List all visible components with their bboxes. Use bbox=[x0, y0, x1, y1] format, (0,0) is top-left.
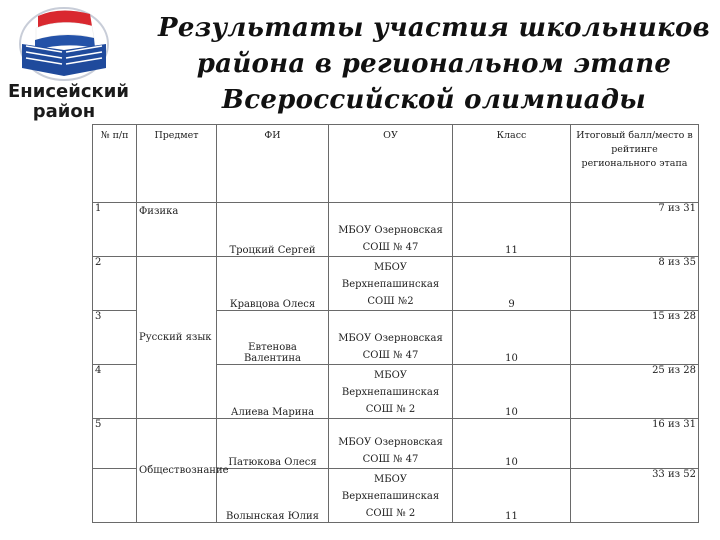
logo-text-line1: Енисейский bbox=[8, 81, 129, 102]
row-num: 1 bbox=[93, 203, 137, 257]
student-name: Патюкова Олеся bbox=[217, 419, 329, 469]
result: 16 из 31 bbox=[571, 419, 699, 469]
school-name: МБОУ Озерновская СОШ № 47 bbox=[329, 419, 453, 469]
grade: 11 bbox=[453, 469, 571, 523]
header-result: Итоговый балл/место в рейтинге регионального этапа bbox=[571, 125, 699, 203]
open-book-flag-icon bbox=[8, 4, 120, 82]
subject-cell: Физика bbox=[137, 203, 217, 257]
table-row bbox=[93, 419, 699, 469]
result: 8 из 35 bbox=[571, 257, 699, 311]
school-name: МБОУ Верхнепашинская СОШ № 2 bbox=[329, 365, 453, 419]
header-subject: Предмет bbox=[137, 125, 217, 203]
grade: 10 bbox=[453, 365, 571, 419]
grade: 10 bbox=[453, 419, 571, 469]
table-row bbox=[93, 257, 699, 311]
row-num bbox=[93, 469, 137, 523]
logo-text-line2: район bbox=[32, 101, 96, 122]
row-num: 2 bbox=[93, 257, 137, 311]
result: 25 из 28 bbox=[571, 365, 699, 419]
student-name: Кравцова Олеся bbox=[217, 257, 329, 311]
row-num: 5 bbox=[93, 419, 137, 469]
school-name: МБОУ Верхнепашинская СОШ №2 bbox=[329, 257, 453, 311]
grade: 9 bbox=[453, 257, 571, 311]
result: 33 из 52 bbox=[571, 469, 699, 523]
table-header-row bbox=[93, 125, 699, 203]
student-name: Волынская Юлия bbox=[217, 469, 329, 523]
results-table bbox=[92, 124, 699, 523]
result: 15 из 28 bbox=[571, 311, 699, 365]
row-num: 3 bbox=[93, 311, 137, 365]
student-name: Троцкий Сергей bbox=[217, 203, 329, 257]
school-name: МБОУ Озерновская СОШ № 47 bbox=[329, 311, 453, 365]
table-row bbox=[93, 203, 699, 257]
subject-cell: Русский язык bbox=[137, 257, 217, 419]
header-ou: ОУ bbox=[329, 125, 453, 203]
school-name: МБОУ Верхнепашинская СОШ № 2 bbox=[329, 469, 453, 523]
header-grade: Класс bbox=[453, 125, 571, 203]
title-line-1: Результаты участия школьников bbox=[158, 13, 710, 43]
header-fio: ФИ bbox=[217, 125, 329, 203]
page-title bbox=[150, 10, 718, 118]
grade: 10 bbox=[453, 311, 571, 365]
student-name: Алиева Марина bbox=[217, 365, 329, 419]
grade: 11 bbox=[453, 203, 571, 257]
school-name: МБОУ Озерновская СОШ № 47 bbox=[329, 203, 453, 257]
header-num: № п/п bbox=[93, 125, 137, 203]
region-logo bbox=[8, 4, 129, 122]
title-line-2: района в региональном этапе bbox=[196, 49, 672, 79]
result: 7 из 31 bbox=[571, 203, 699, 257]
subject-cell: Обществознание bbox=[137, 419, 217, 523]
title-line-3: Всероссийской олимпиады bbox=[221, 85, 647, 115]
student-name: Евтенова Валентина bbox=[217, 311, 329, 365]
row-num: 4 bbox=[93, 365, 137, 419]
